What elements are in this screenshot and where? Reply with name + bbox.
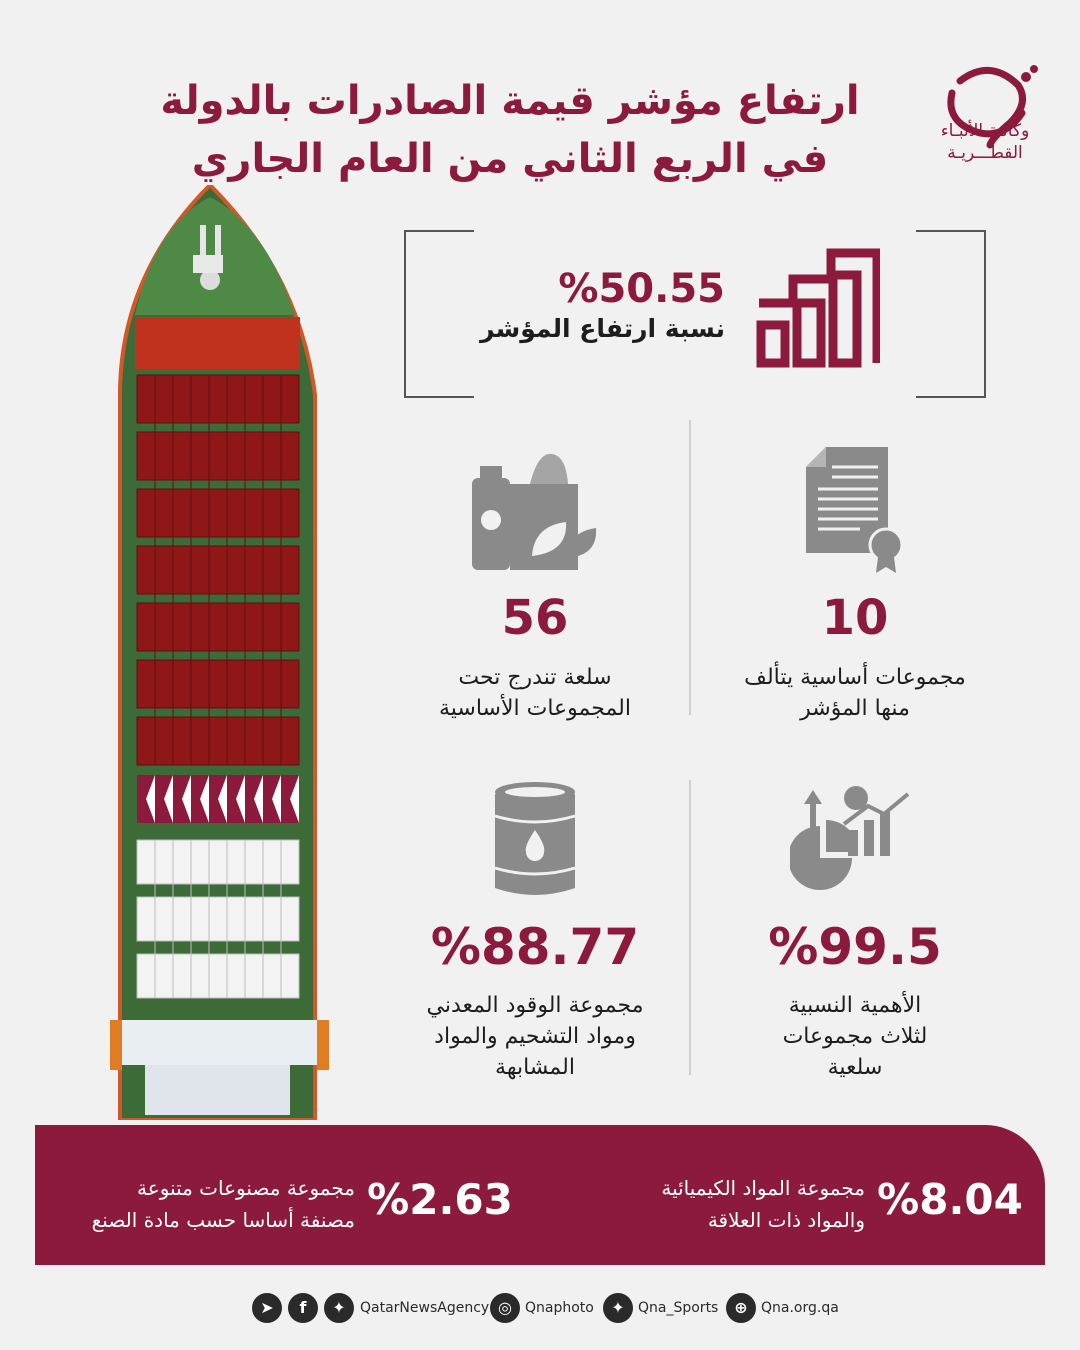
banner-label-manufactures: [55, 1172, 355, 1236]
document-icon: [800, 445, 910, 575]
stat-value-groups: 10: [821, 590, 889, 646]
agency-handle[interactable]: QatarNewsAgency: [360, 1300, 490, 1316]
stat-value-mineral-fuels: %88.77: [430, 918, 640, 976]
bar-chart-icon: [755, 245, 880, 370]
logo-line-2: القطـــريـة: [947, 143, 1023, 163]
stat-label-commodities: [380, 662, 690, 724]
stat-label-line: لثلاث مجموعات: [782, 1024, 928, 1049]
stat-value-relative-weight: %99.5: [768, 918, 942, 976]
logo-line-1: وكالـة الأنبـاء: [940, 121, 1030, 141]
page-title: [150, 72, 870, 188]
social-links: [0, 1293, 1080, 1333]
pie-growth-icon: [790, 782, 915, 902]
twitter-icon[interactable]: ✦: [603, 1293, 633, 1323]
stat-label-line: مجموعة الوقود المعدني: [426, 993, 644, 1018]
groceries-icon: [470, 448, 600, 573]
stat-label-line: المشابهة: [495, 1055, 575, 1080]
stat-label-mineral-fuels: [380, 990, 690, 1083]
stat-label-line: مجموعات أساسية يتألف: [744, 665, 966, 690]
headline-stat-label: نسبة ارتفاع المؤشر: [480, 314, 725, 343]
stat-label-line: المجموعات الأساسية: [438, 696, 632, 721]
banner-label-line: مجموعة المواد الكيميائية: [661, 1176, 865, 1200]
stat-label-groups: [700, 662, 1010, 724]
stat-label-line: منها المؤشر: [800, 696, 910, 721]
stat-label-line: سلعية: [827, 1055, 883, 1080]
photo-handle[interactable]: Qnaphoto: [525, 1300, 594, 1316]
sports-handle[interactable]: Qna_Sports: [638, 1300, 719, 1316]
stat-value-commodities: 56: [501, 590, 569, 646]
banner-label-line: مصنفة أساسا حسب مادة الصنع: [91, 1208, 355, 1232]
logo-text: [920, 120, 1050, 164]
facebook-icon[interactable]: f: [288, 1293, 318, 1323]
oil-barrel-icon: [488, 780, 583, 900]
stat-label-line: الأهمية النسبية: [788, 993, 922, 1018]
stat-label-line: ومواد التشحيم والمواد: [434, 1024, 636, 1049]
twitter-icon[interactable]: ✦: [324, 1293, 354, 1323]
headline-stat-value: %50.55: [558, 266, 725, 312]
cargo-ship-illustration: [95, 185, 340, 1120]
telegram-icon[interactable]: ➤: [252, 1293, 282, 1323]
banner-label-line: والمواد ذات العلاقة: [707, 1208, 865, 1232]
title-line-1: ارتفاع مؤشر قيمة الصادرات بالدولة: [160, 78, 860, 124]
banner-value-manufactures: %2.63: [367, 1175, 513, 1224]
stat-label-line: سلعة تندرج تحت: [458, 665, 612, 690]
banner-label-line: مجموعة مصنوعات متنوعة: [137, 1176, 355, 1200]
stat-label-relative-weight: [700, 990, 1010, 1083]
instagram-icon[interactable]: ◎: [490, 1293, 520, 1323]
globe-icon[interactable]: ⊕: [726, 1293, 756, 1323]
title-line-2: في الربع الثاني من العام الجاري: [191, 136, 829, 182]
banner-label-chemicals: [560, 1172, 865, 1236]
banner-value-chemicals: %8.04: [877, 1175, 1023, 1224]
website-link[interactable]: Qna.org.qa: [761, 1300, 839, 1316]
